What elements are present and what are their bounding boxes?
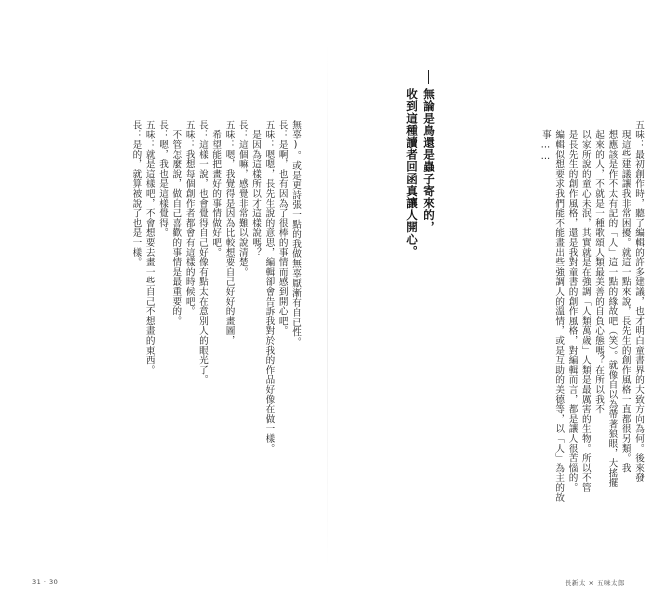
right-page-dialogue: 五味：最初創作時，聽了編輯的許多建議，也才明白童書界的大致方向為何。後來發 現這些建議讓我非常困擾。就這一點來說，長先生的創作風格一直都很另類。我 想應該是作不太有記的「人」這一點的緣故吧（笑）。就像自以為帶著狼眼，大搖擺 起來的人，不就是一種歌頌人類最美善的自負心態嗎？在所以我不 以家所說的童心未泯，其實就是在強調「人類萬歲」人類是最厲害的生物。所以不管 是長先生的創作風格，還是我對童書的創作風格，對編輯而言，都是讓人很苦惱的。 編輯似想要求我們能不能畫出些強調人的溫情，或是互助的美德等，以「人」為主的故 事…… <box>539 120 644 503</box>
right-page-running-footer: 長新太 × 五味太郎 <box>564 579 625 587</box>
right-page <box>328 0 655 609</box>
section-heading <box>403 88 437 258</box>
left-page <box>0 0 327 609</box>
heading-rule <box>428 70 429 84</box>
left-page-dialogue: 無辜)。或是更詩張一點的我做無辜厭漸有自已性。 長：是啊，也有因為了很棒的事情而感到開心吧。 五味：嗯嗯，長先生說的意思，編輯卻會告訴我對於我的作品好像在做一樣。 是因為這樣所以才這樣說嗎？ 長：這個嘛，感覺非常難以說清楚。 五味：嗯，我覺得是因為比較想要自己好好的畫圖， 希望能把畫好的事情做好吧。 長：這樣一說，也會覺得自己好像有點太在意別人的眼光了。 五味：我想每個創作者都會有這樣的時候吧。 不管怎麼說，做自己喜歡的事情是最重要的。 長：嗯，我也是這樣覺得。 五味：就是這樣吧，不會想要去畫一些自己不想畫的東西。 長：是的，就算被說了也是一樣。 <box>130 120 301 454</box>
left-page-number: 31 · 30 <box>32 578 59 586</box>
heading-line-1: 無論是鳥還是蟲子寄來的， <box>422 88 436 234</box>
heading-line-2: 收到這種讀者回函真讓人開心。 <box>405 88 419 258</box>
